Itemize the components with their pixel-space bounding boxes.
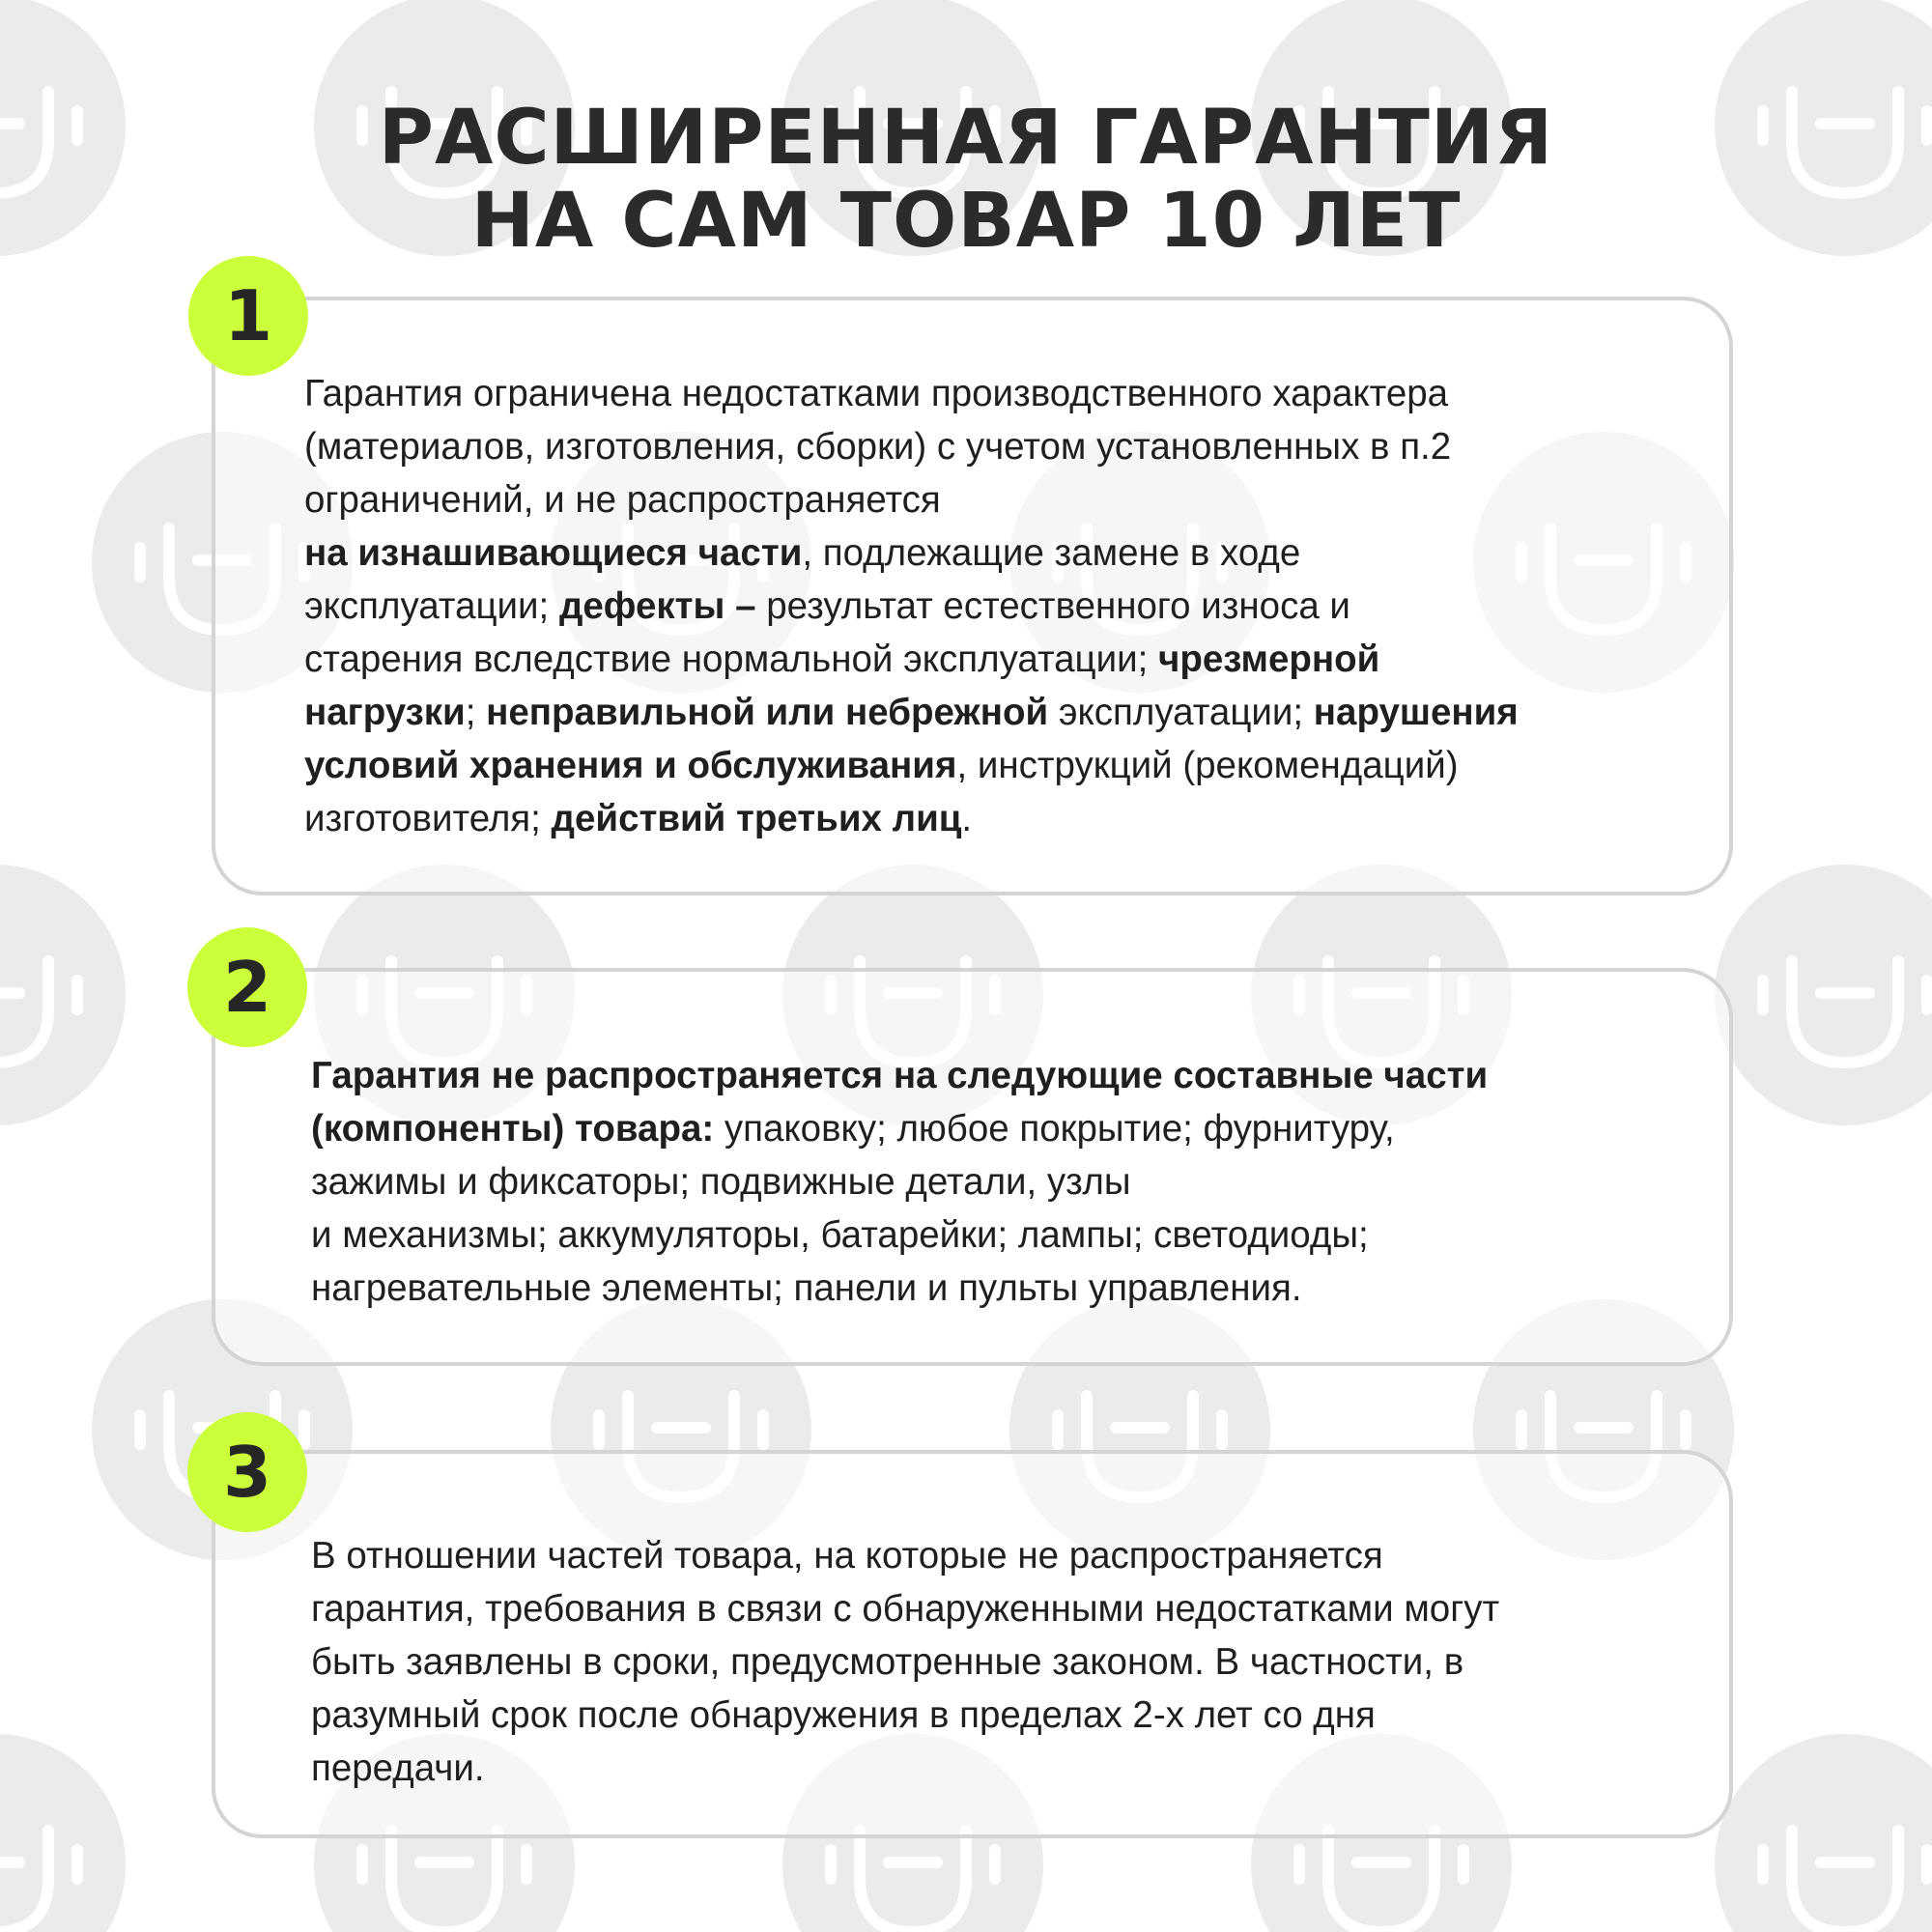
text-line <box>304 526 1519 580</box>
step-number-badge-3: 3 <box>187 1412 307 1532</box>
warranty-text-1 <box>304 367 1519 845</box>
text-line <box>304 633 1519 686</box>
text-line <box>304 367 1519 420</box>
step-number-badge-2: 2 <box>187 927 307 1047</box>
text-run: изготовителя; <box>304 798 552 839</box>
text-line <box>311 1529 1499 1582</box>
text-run: старения вследствие нормальной эксплуатации; <box>304 639 1159 680</box>
text-line <box>304 739 1519 792</box>
text-line <box>311 1742 1499 1795</box>
logo-watermark-icon <box>1715 865 1932 1125</box>
text-run: ; <box>465 692 487 733</box>
text-run: , подлежащие замене в ходе <box>802 532 1301 574</box>
text-run: зажимы и фиксаторы; подвижные детали, узлы <box>311 1161 1131 1203</box>
text-run: разумный срок после обнаружения в пределах 2-х лет со дня <box>311 1694 1376 1736</box>
bold-text-run: Гарантия не распространяется на следующие составные части <box>311 1055 1489 1096</box>
text-line <box>311 1155 1488 1208</box>
text-run: нагревательные элементы; панели и пульты управления. <box>311 1267 1302 1309</box>
text-run: результат естественного износа и <box>755 585 1350 627</box>
text-run: и механизмы; аккумуляторы, батарейки; лампы; светодиоды; <box>311 1214 1369 1256</box>
bold-text-run: действий третьих лиц <box>551 798 962 839</box>
bold-text-run: на изнашивающиеся части <box>304 532 803 574</box>
text-run: ограничений, и не распространяется <box>304 479 941 521</box>
text-line <box>304 473 1519 526</box>
step-number-badge-1: 1 <box>188 256 308 376</box>
text-run: . <box>961 798 973 839</box>
text-run: эксплуатации; <box>304 585 559 627</box>
text-line <box>304 580 1519 633</box>
logo-watermark-icon <box>0 1734 126 1932</box>
text-run: упаковку; любое покрытие; фурнитуру, <box>714 1108 1395 1150</box>
page-title-line-1: РАСШИРЕННАЯ ГАРАНТИЯ <box>378 95 1554 182</box>
text-run: гарантия, требования в связи с обнаруженными недостатками могут <box>311 1588 1500 1630</box>
text-line <box>311 1689 1499 1742</box>
logo-watermark-icon <box>1715 1734 1932 1932</box>
warranty-text-2 <box>311 1049 1488 1315</box>
text-line <box>304 792 1519 845</box>
bold-text-run: (компоненты) товара: <box>311 1108 715 1150</box>
bold-text-run: условий хранения и обслуживания <box>304 745 957 786</box>
text-line <box>311 1208 1488 1262</box>
text-run: передачи. <box>311 1747 485 1789</box>
text-run: быть заявлены в сроки, предусмотренные законом. В частности, в <box>311 1641 1464 1683</box>
text-line <box>311 1582 1499 1635</box>
text-run: В отношении частей товара, на которые не распространяется <box>311 1535 1383 1577</box>
logo-watermark-icon <box>0 865 126 1125</box>
text-run: , инструкций (рекомендаций) <box>956 745 1459 786</box>
bold-text-run: нарушения <box>1313 692 1519 733</box>
text-line <box>304 686 1519 739</box>
page-title <box>0 97 1932 263</box>
text-line <box>311 1049 1488 1102</box>
bold-text-run: неправильной или небрежной <box>486 692 1049 733</box>
text-line <box>311 1635 1499 1689</box>
text-run: эксплуатации; <box>1048 692 1314 733</box>
text-run: Гарантия ограничена недостатками производственного характера <box>304 373 1449 414</box>
bold-text-run: нагрузки <box>304 692 466 733</box>
text-run: (материалов, изготовления, сборки) с учетом установленных в п.2 <box>304 426 1452 468</box>
text-line <box>311 1262 1488 1315</box>
warranty-text-3 <box>311 1529 1499 1795</box>
bold-text-run: дефекты – <box>558 585 756 627</box>
page-title-line-2: НА САМ ТОВАР 10 ЛЕТ <box>470 178 1462 265</box>
text-line <box>311 1102 1488 1155</box>
text-line <box>304 420 1519 473</box>
bold-text-run: чрезмерной <box>1158 639 1380 680</box>
